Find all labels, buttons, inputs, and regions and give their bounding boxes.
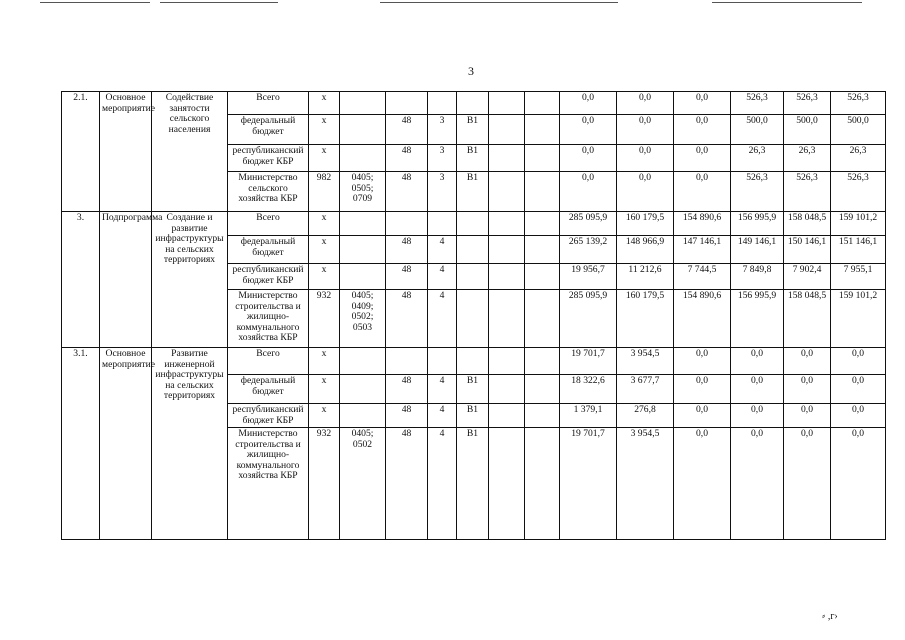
om-cell: В1 <box>457 375 489 404</box>
top-rule-mid <box>160 2 278 3</box>
funding-source-cell: федеральный бюджет <box>228 375 309 404</box>
rzpr-cell <box>340 115 386 145</box>
funding-source-cell: Министерство сельского хозяйства КБР <box>228 172 309 212</box>
amount-cell: 0,0 <box>674 428 731 540</box>
amount-cell: 3 677,7 <box>617 375 674 404</box>
amount-cell: 0,0 <box>731 404 784 428</box>
table-row <box>62 92 886 115</box>
amount-cell: 0,0 <box>617 92 674 115</box>
pp-cell: 4 <box>428 236 457 264</box>
om-cell: В1 <box>457 172 489 212</box>
item-name-cell: Содействие занятости сельского населения <box>152 92 228 212</box>
page-number: 3 <box>468 64 474 78</box>
amount-cell: 19 701,7 <box>560 428 617 540</box>
grbs-cell: х <box>309 212 340 236</box>
gp-cell: 48 <box>386 236 428 264</box>
amount-cell: 0,0 <box>784 428 831 540</box>
blank-cell <box>489 92 525 115</box>
blank-cell <box>489 290 525 348</box>
funding-source-cell: Министерство строительства и жилищно-коммунального хозяйства КБР <box>228 428 309 540</box>
amount-cell: 154 890,6 <box>674 290 731 348</box>
rzpr-cell <box>340 264 386 290</box>
amount-cell: 0,0 <box>560 92 617 115</box>
amount-cell: 7 849,8 <box>731 264 784 290</box>
om-cell: В1 <box>457 145 489 172</box>
pp-cell: 4 <box>428 375 457 404</box>
amount-cell: 3 954,5 <box>617 348 674 375</box>
grbs-cell: 932 <box>309 290 340 348</box>
grbs-cell: 932 <box>309 428 340 540</box>
amount-cell: 0,0 <box>674 375 731 404</box>
amount-cell: 0,0 <box>560 115 617 145</box>
grbs-cell: х <box>309 264 340 290</box>
amount-cell: 26,3 <box>831 145 886 172</box>
rzpr-cell: 0405; 0505; 0709 <box>340 172 386 212</box>
pp-cell <box>428 212 457 236</box>
amount-cell: 0,0 <box>560 172 617 212</box>
blank-cell <box>525 404 560 428</box>
amount-cell: 151 146,1 <box>831 236 886 264</box>
gp-cell <box>386 92 428 115</box>
funding-source-cell: республиканский бюджет КБР <box>228 145 309 172</box>
blank-cell <box>525 212 560 236</box>
om-cell <box>457 236 489 264</box>
blank-cell <box>525 428 560 540</box>
amount-cell: 0,0 <box>674 172 731 212</box>
gp-cell: 48 <box>386 428 428 540</box>
om-cell <box>457 212 489 236</box>
amount-cell: 7 955,1 <box>831 264 886 290</box>
item-number-cell: 3.1. <box>62 348 100 540</box>
grbs-cell: х <box>309 145 340 172</box>
amount-cell: 500,0 <box>784 115 831 145</box>
amount-cell: 26,3 <box>784 145 831 172</box>
pp-cell: 3 <box>428 145 457 172</box>
blank-cell <box>489 404 525 428</box>
amount-cell: 150 146,1 <box>784 236 831 264</box>
grbs-cell: х <box>309 236 340 264</box>
amount-cell: 0,0 <box>674 92 731 115</box>
amount-cell: 7 902,4 <box>784 264 831 290</box>
amount-cell: 0,0 <box>617 172 674 212</box>
amount-cell: 3 954,5 <box>617 428 674 540</box>
amount-cell: 19 956,7 <box>560 264 617 290</box>
item-status-cell: Основное мероприятие <box>100 348 152 540</box>
amount-cell: 160 179,5 <box>617 290 674 348</box>
om-cell <box>457 348 489 375</box>
blank-cell <box>525 172 560 212</box>
gp-cell: 48 <box>386 172 428 212</box>
rzpr-cell <box>340 236 386 264</box>
rzpr-cell <box>340 375 386 404</box>
rzpr-cell: 0405; 0502 <box>340 428 386 540</box>
funding-source-cell: республиканский бюджет КБР <box>228 264 309 290</box>
amount-cell: 526,3 <box>784 92 831 115</box>
amount-cell: 159 101,2 <box>831 290 886 348</box>
blank-cell <box>525 348 560 375</box>
blank-cell <box>525 115 560 145</box>
amount-cell: 156 995,9 <box>731 290 784 348</box>
rzpr-cell <box>340 348 386 375</box>
blank-cell <box>525 375 560 404</box>
amount-cell: 526,3 <box>831 92 886 115</box>
table-row <box>62 212 886 236</box>
amount-cell: 0,0 <box>617 145 674 172</box>
blank-cell <box>525 236 560 264</box>
rzpr-cell <box>340 212 386 236</box>
amount-cell: 160 179,5 <box>617 212 674 236</box>
amount-cell: 1 379,1 <box>560 404 617 428</box>
amount-cell: 500,0 <box>831 115 886 145</box>
amount-cell: 11 212,6 <box>617 264 674 290</box>
blank-cell <box>489 145 525 172</box>
gp-cell: 48 <box>386 145 428 172</box>
blank-cell <box>489 375 525 404</box>
amount-cell: 526,3 <box>784 172 831 212</box>
funding-source-cell: федеральный бюджет <box>228 115 309 145</box>
amount-cell: 0,0 <box>560 145 617 172</box>
budget-table <box>61 91 886 540</box>
funding-source-cell: Всего <box>228 92 309 115</box>
blank-cell <box>525 290 560 348</box>
pp-cell: 4 <box>428 290 457 348</box>
amount-cell: 500,0 <box>731 115 784 145</box>
pp-cell: 4 <box>428 428 457 540</box>
funding-source-cell: Министерство строительства и жилищно-коммунального хозяйства КБР <box>228 290 309 348</box>
amount-cell: 7 744,5 <box>674 264 731 290</box>
amount-cell: 0,0 <box>674 348 731 375</box>
amount-cell: 526,3 <box>731 172 784 212</box>
amount-cell: 0,0 <box>831 404 886 428</box>
blank-cell <box>489 212 525 236</box>
item-name-cell: Развитие инженерной инфраструктуры на сельских территориях <box>152 348 228 540</box>
gp-cell: 48 <box>386 115 428 145</box>
amount-cell: 0,0 <box>731 375 784 404</box>
funding-source-cell: республиканский бюджет КБР <box>228 404 309 428</box>
rzpr-cell: 0405; 0409; 0502; 0503 <box>340 290 386 348</box>
blank-cell <box>489 172 525 212</box>
amount-cell: 285 095,9 <box>560 290 617 348</box>
blank-cell <box>525 145 560 172</box>
om-cell: В1 <box>457 428 489 540</box>
amount-cell: 0,0 <box>831 375 886 404</box>
rzpr-cell <box>340 145 386 172</box>
amount-cell: 0,0 <box>784 348 831 375</box>
funding-source-cell: Всего <box>228 348 309 375</box>
amount-cell: 0,0 <box>674 115 731 145</box>
gp-cell: 48 <box>386 290 428 348</box>
blank-cell <box>525 264 560 290</box>
amount-cell: 0,0 <box>674 404 731 428</box>
amount-cell: 265 139,2 <box>560 236 617 264</box>
amount-cell: 0,0 <box>731 348 784 375</box>
funding-source-cell: федеральный бюджет <box>228 236 309 264</box>
amount-cell: 19 701,7 <box>560 348 617 375</box>
top-rule-right <box>712 2 862 3</box>
amount-cell: 159 101,2 <box>831 212 886 236</box>
amount-cell: 158 048,5 <box>784 290 831 348</box>
om-cell <box>457 264 489 290</box>
gp-cell: 48 <box>386 375 428 404</box>
amount-cell: 148 966,9 <box>617 236 674 264</box>
gp-cell: 48 <box>386 404 428 428</box>
amount-cell: 526,3 <box>831 172 886 212</box>
item-status-cell: Основное мероприятие <box>100 92 152 212</box>
gp-cell: 48 <box>386 264 428 290</box>
corner-mark: ⸗ ,г› <box>822 611 838 622</box>
amount-cell: 149 146,1 <box>731 236 784 264</box>
top-rule-center <box>380 2 618 3</box>
amount-cell: 154 890,6 <box>674 212 731 236</box>
amount-cell: 0,0 <box>674 145 731 172</box>
amount-cell: 158 048,5 <box>784 212 831 236</box>
amount-cell: 0,0 <box>784 375 831 404</box>
gp-cell <box>386 212 428 236</box>
grbs-cell: х <box>309 404 340 428</box>
amount-cell: 0,0 <box>617 115 674 145</box>
amount-cell: 0,0 <box>731 428 784 540</box>
amount-cell: 526,3 <box>731 92 784 115</box>
funding-source-cell: Всего <box>228 212 309 236</box>
amount-cell: 285 095,9 <box>560 212 617 236</box>
amount-cell: 26,3 <box>731 145 784 172</box>
blank-cell <box>489 348 525 375</box>
amount-cell: 276,8 <box>617 404 674 428</box>
amount-cell: 156 995,9 <box>731 212 784 236</box>
rzpr-cell <box>340 404 386 428</box>
pp-cell: 4 <box>428 404 457 428</box>
om-cell <box>457 290 489 348</box>
pp-cell: 3 <box>428 115 457 145</box>
om-cell <box>457 92 489 115</box>
item-name-cell: Создание и развитие инфраструктуры на сельских территориях <box>152 212 228 348</box>
table-row <box>62 348 886 375</box>
amount-cell: 0,0 <box>831 428 886 540</box>
om-cell: В1 <box>457 404 489 428</box>
amount-cell: 147 146,1 <box>674 236 731 264</box>
pp-cell <box>428 92 457 115</box>
item-status-cell: Подпрограмма <box>100 212 152 348</box>
pp-cell: 3 <box>428 172 457 212</box>
grbs-cell: х <box>309 115 340 145</box>
om-cell: В1 <box>457 115 489 145</box>
item-number-cell: 3. <box>62 212 100 348</box>
amount-cell: 0,0 <box>784 404 831 428</box>
pp-cell <box>428 348 457 375</box>
blank-cell <box>489 236 525 264</box>
amount-cell: 0,0 <box>831 348 886 375</box>
budget-table-body <box>62 92 886 540</box>
grbs-cell: х <box>309 348 340 375</box>
amount-cell: 18 322,6 <box>560 375 617 404</box>
gp-cell <box>386 348 428 375</box>
rzpr-cell <box>340 92 386 115</box>
grbs-cell: 982 <box>309 172 340 212</box>
pp-cell: 4 <box>428 264 457 290</box>
grbs-cell: х <box>309 375 340 404</box>
item-number-cell: 2.1. <box>62 92 100 212</box>
grbs-cell: х <box>309 92 340 115</box>
blank-cell <box>525 92 560 115</box>
top-rule-left <box>40 2 150 3</box>
blank-cell <box>489 428 525 540</box>
blank-cell <box>489 264 525 290</box>
blank-cell <box>489 115 525 145</box>
